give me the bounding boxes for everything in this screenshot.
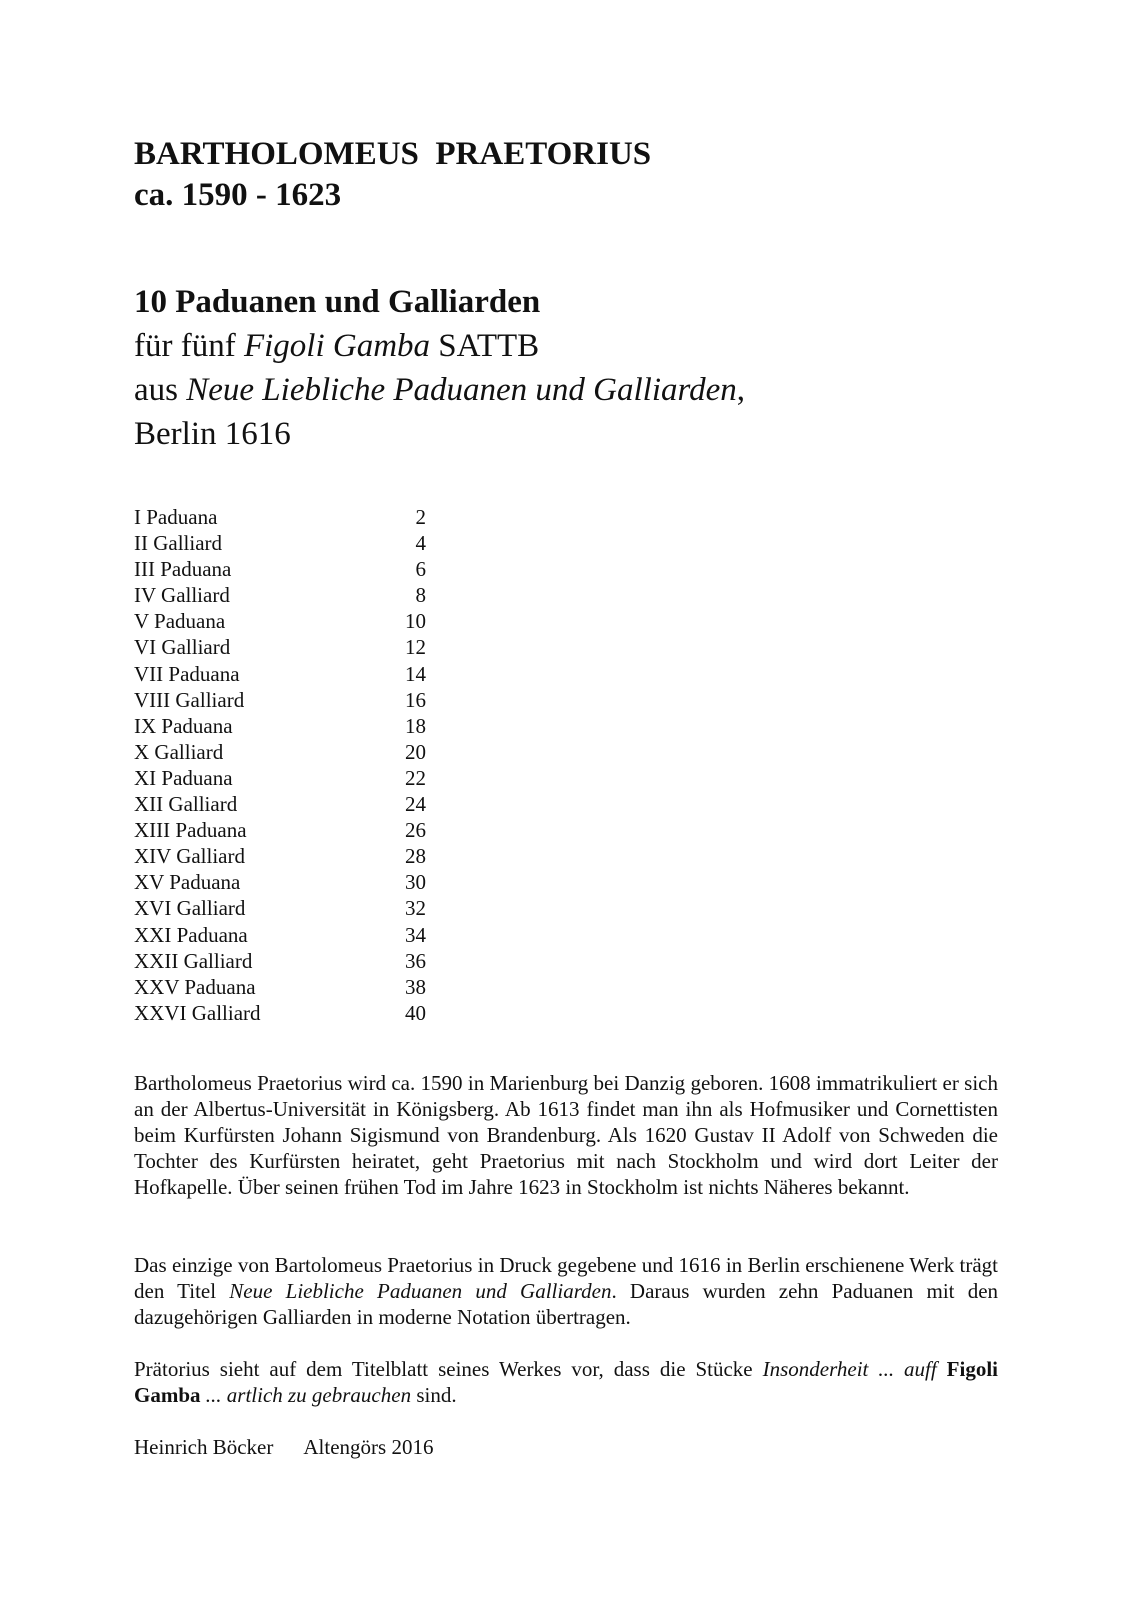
toc-title: X Galliard: [134, 739, 224, 764]
toc-page: 26: [405, 818, 426, 843]
toc-title: II Galliard: [134, 531, 223, 556]
toc-title: XI Paduana: [134, 765, 233, 790]
instrumentation-note-paragraph: [134, 1356, 998, 1408]
toc-title: IV Galliard: [134, 583, 230, 608]
toc-row: [134, 739, 426, 765]
toc-row: [134, 687, 426, 713]
toc-row: [134, 608, 426, 634]
p2-italic-title: Neue Liebliche Paduanen und Galliarden: [229, 1279, 612, 1303]
work-place-year: Berlin 1616: [134, 416, 291, 452]
toc-page: 8: [415, 583, 426, 608]
p2-text-b: . Daraus wurden zehn Paduanen mit den dazugehörigen Galliarden in moderne Notation übertragen.: [134, 1279, 999, 1329]
toc-page: 2: [415, 505, 426, 529]
toc-row: [134, 582, 426, 608]
toc-row: [134, 1000, 426, 1026]
p2-text-a: Das einzige von Bartolomeus Praetorius in Druck gegebene und 1616 in Berlin erschienene Werk trägt den Titel: [134, 1253, 998, 1303]
toc-row: [134, 504, 426, 530]
toc-page: 12: [405, 635, 426, 660]
work-source: [134, 368, 745, 412]
toc-title: XXVI Galliard: [134, 1000, 261, 1025]
toc-title: VIII Galliard: [134, 687, 245, 712]
toc-page: 36: [405, 948, 426, 973]
table-of-contents: [134, 504, 426, 1026]
toc-row: [134, 791, 426, 817]
toc-row: [134, 948, 426, 974]
work-description-paragraph: [134, 1252, 998, 1330]
instr-prefix: für fünf: [134, 328, 244, 364]
p3-text-a: Prätorius sieht auf dem Titelblatt seines Werkes vor, dass die Stücke: [134, 1357, 763, 1381]
toc-row: [134, 817, 426, 843]
toc-page: 10: [405, 609, 426, 634]
toc-row: [134, 661, 426, 687]
work-heading: [134, 280, 745, 456]
toc-title: III Paduana: [134, 557, 232, 582]
source-italic: Neue Liebliche Paduanen und Galliarden: [186, 372, 737, 408]
toc-page: 16: [405, 687, 426, 712]
instr-suffix: SATTB: [430, 328, 540, 364]
toc-row: [134, 634, 426, 660]
composer-heading: [134, 134, 651, 216]
toc-row: [134, 530, 426, 556]
toc-title: XVI Galliard: [134, 896, 246, 921]
toc-title: XXI Paduana: [134, 922, 248, 947]
toc-title: VII Paduana: [134, 661, 240, 686]
toc-title: XIV Galliard: [134, 844, 245, 869]
toc-page: 30: [405, 870, 426, 895]
toc-row: [134, 922, 426, 948]
toc-title: V Paduana: [134, 609, 226, 634]
composer-name: [134, 134, 651, 175]
toc-page: 38: [405, 974, 426, 999]
toc-row: [134, 713, 426, 739]
p3-text-b: sind.: [411, 1383, 457, 1407]
toc-page: 24: [405, 792, 426, 817]
composer-first-name: BARTHOLOMEUS: [134, 136, 419, 172]
toc-page: 34: [405, 922, 426, 947]
p3-italic-quote: Insonderheit ... auff: [762, 1357, 937, 1381]
toc-page: 4: [415, 531, 426, 556]
toc-title: XXII Galliard: [134, 948, 253, 973]
composer-last-name: PRAETORIUS: [435, 136, 652, 172]
toc-title: I Paduana: [134, 505, 218, 529]
composer-dates: ca. 1590 - 1623: [134, 177, 342, 213]
toc-page: 18: [405, 713, 426, 738]
p3-bold-instrument: Figoli Gamba: [134, 1357, 999, 1407]
toc-page: 28: [405, 844, 426, 869]
p3-italic-quote-2: ... artlich zu gebrauchen: [200, 1383, 412, 1407]
biography-paragraph: Bartholomeus Praetorius wird ca. 1590 in Marienburg bei Danzig geboren. 1608 immatrikuliert er sich an der Albertus-Universität in Königsberg. Ab 1613 findet man ihn als Hofmusiker und Cornettisten beim Kurfürsten Johann Sigismund von Brandenburg. Als 1620 Gustav II Adolf von Schweden die Tochter des Kurfürsten heiratet, geht Praetorius mit nach Stockholm und wird dort Leiter der Hofkapelle. Über seinen frühen Tod im Jahre 1623 in Stockholm ist nichts Näheres bekannt.: [134, 1071, 998, 1199]
toc-title: VI Galliard: [134, 635, 231, 660]
toc-page: 6: [415, 557, 426, 582]
toc-title: XV Paduana: [134, 870, 241, 895]
source-prefix: aus: [134, 372, 187, 408]
toc-row: [134, 765, 426, 791]
toc-page: 40: [405, 1000, 426, 1025]
toc-row: [134, 974, 426, 1000]
toc-title: XIII Paduana: [134, 818, 247, 843]
toc-title: XII Galliard: [134, 792, 238, 817]
toc-title: IX Paduana: [134, 713, 233, 738]
signature-author: Heinrich Böcker: [134, 1435, 274, 1459]
work-title: 10 Paduanen und Galliarden: [134, 284, 541, 320]
toc-page: 14: [405, 661, 426, 686]
toc-row: [134, 895, 426, 921]
instr-italic: Figoli Gamba: [243, 328, 431, 364]
source-suffix: ,: [736, 372, 746, 408]
toc-title: XXV Paduana: [134, 974, 256, 999]
signature-line: [134, 1434, 433, 1460]
toc-row: [134, 556, 426, 582]
toc-page: 22: [405, 765, 426, 790]
toc-row: [134, 843, 426, 869]
toc-page: 32: [405, 896, 426, 921]
signature-place-year: Altengörs 2016: [303, 1435, 434, 1459]
toc-page: 20: [405, 739, 426, 764]
toc-row: [134, 869, 426, 895]
work-instrumentation: [134, 324, 745, 368]
